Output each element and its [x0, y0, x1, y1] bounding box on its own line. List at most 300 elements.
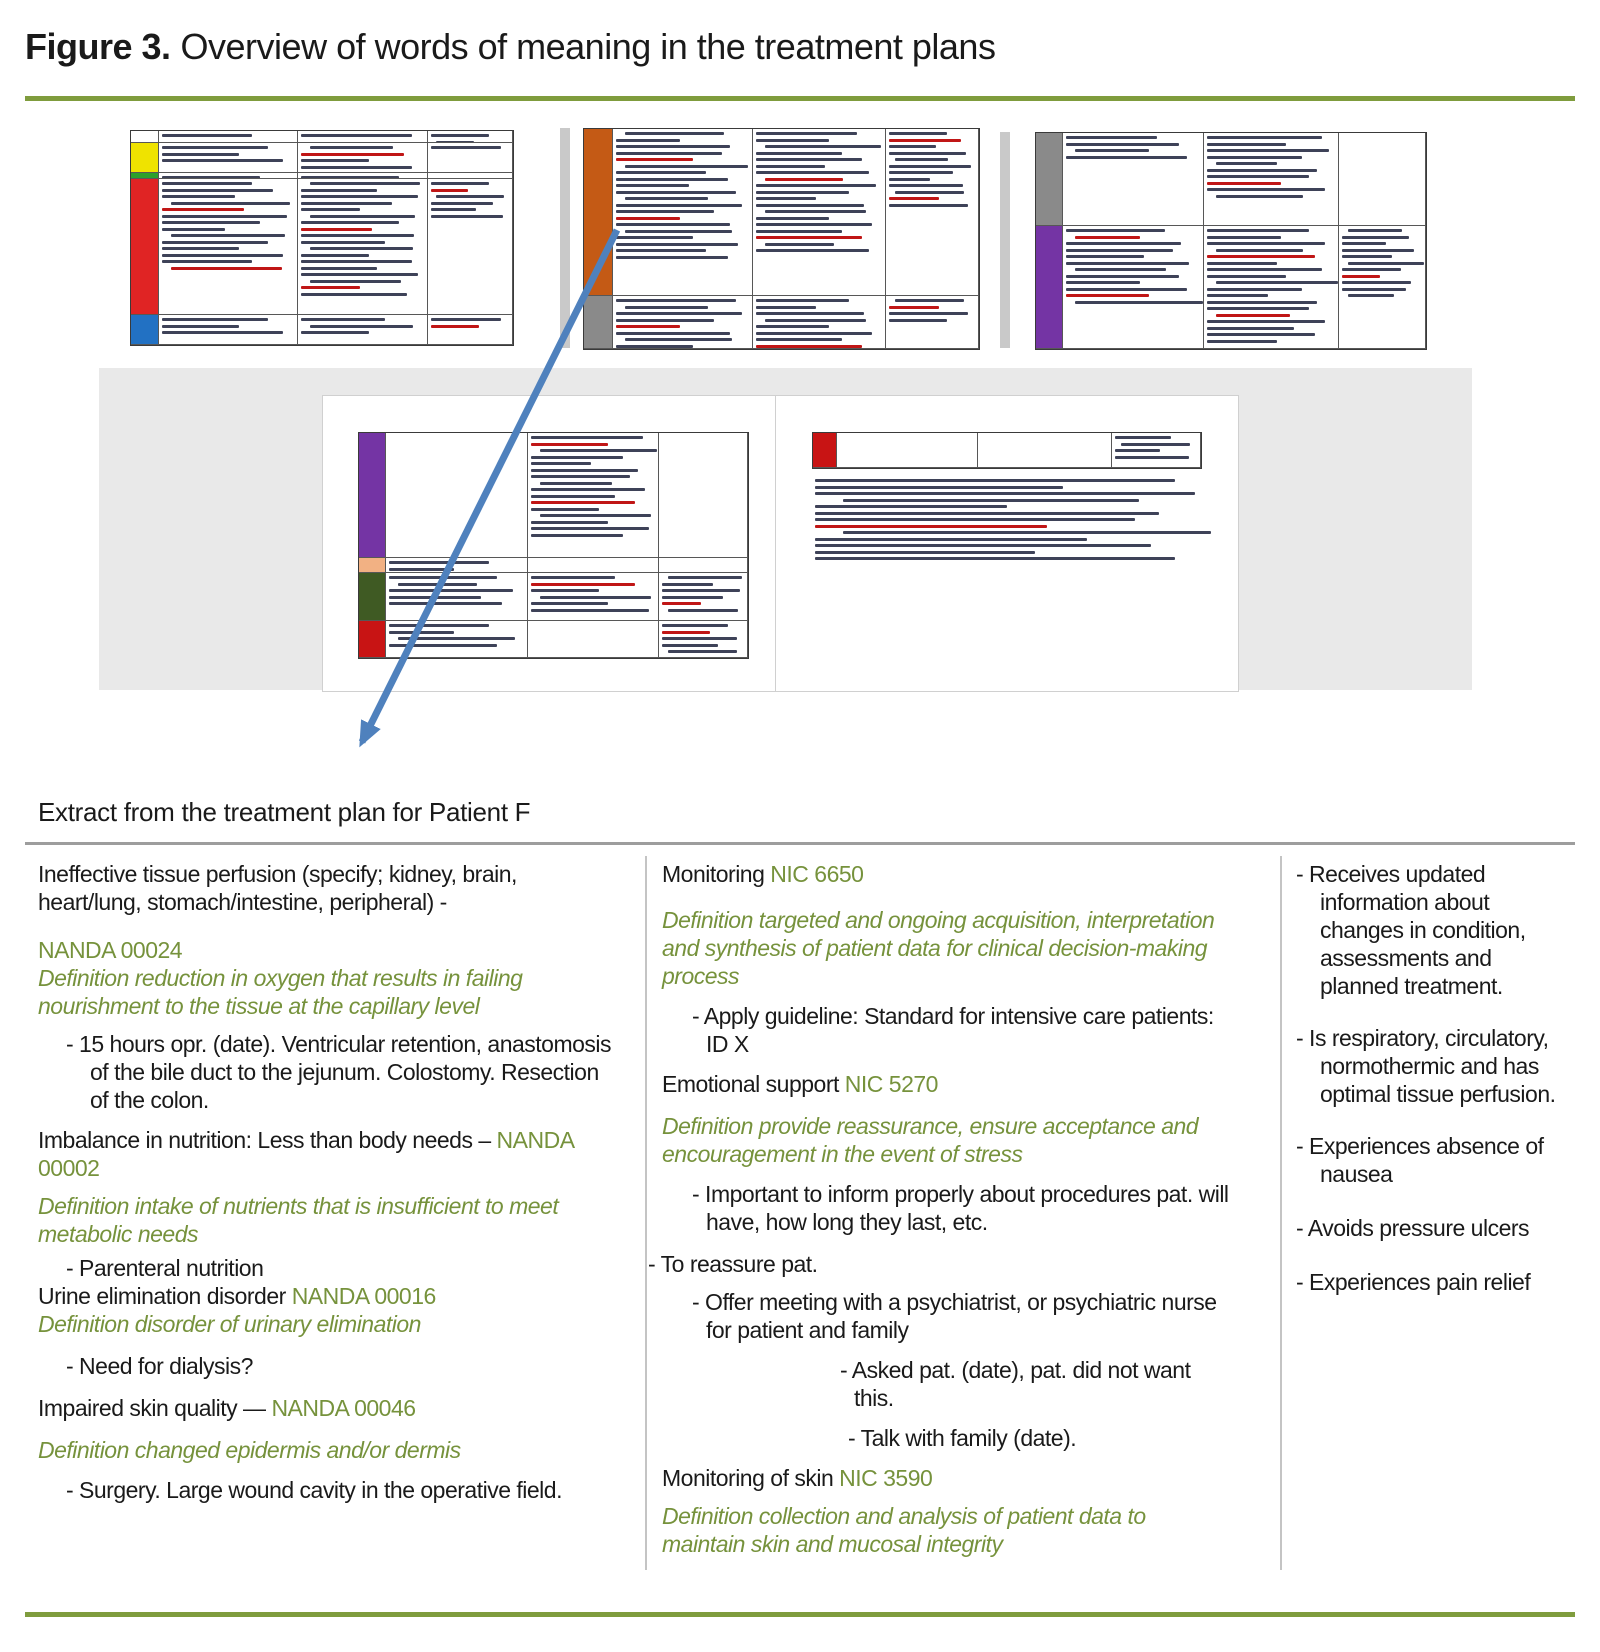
- figure-label: Figure 3.: [25, 26, 171, 67]
- text-line: [301, 267, 377, 270]
- thumbnail-cell: [386, 621, 528, 658]
- text-line: [756, 325, 829, 328]
- text-line: [162, 228, 225, 231]
- text-line: [540, 449, 658, 452]
- diagnosis-label: Impaired skin quality —: [38, 1395, 272, 1421]
- text-line: [815, 505, 1007, 508]
- column-divider: [645, 856, 647, 1570]
- thumbnail-cell: [428, 179, 513, 315]
- column-interventions: [648, 860, 1234, 1558]
- text-line: [398, 583, 476, 586]
- text-line: [171, 202, 290, 205]
- note-text: - Surgery. Large wound cavity in the operative field.: [66, 1477, 562, 1503]
- column-divider: [1280, 856, 1282, 1570]
- text-line: [616, 256, 728, 259]
- thumbnail-cell: [159, 143, 298, 173]
- text-line: [1348, 229, 1402, 232]
- text-line: [843, 531, 1211, 534]
- text-line: [616, 299, 736, 302]
- definition-text: Definition disorder of urinary elimination: [38, 1311, 421, 1337]
- text-line: [301, 228, 372, 231]
- text-line: [625, 197, 707, 200]
- text-line: [162, 215, 287, 218]
- definition-text: Definition provide reassurance, ensure acceptance and encouragement in the event of stress: [662, 1113, 1199, 1167]
- text-line: [815, 518, 1135, 521]
- text-line: [616, 204, 742, 207]
- thumbnail-cell: [1204, 226, 1339, 349]
- text-line: [540, 514, 652, 517]
- diagnosis-text: [38, 1394, 616, 1422]
- note-text: - Need for dialysis?: [66, 1353, 253, 1379]
- text-line: [1216, 314, 1290, 317]
- note-text: - To reassure pat.: [648, 1251, 818, 1277]
- thumbnail-cell: [886, 129, 979, 296]
- text-line: [1207, 320, 1325, 323]
- text-line: [431, 182, 489, 185]
- text-line: [815, 525, 1047, 528]
- text-line: [1216, 162, 1277, 165]
- diagnosis-label: Imbalance in nutrition: Less than body needs –: [38, 1127, 497, 1153]
- text-line: [756, 299, 849, 302]
- thumbnail-cell: [613, 296, 753, 349]
- text-line: [1066, 229, 1165, 232]
- thumbnail-cell: [1063, 133, 1204, 226]
- text-line: [756, 204, 864, 207]
- text-line: [1348, 294, 1394, 297]
- text-line: [1066, 262, 1189, 265]
- text-line: [162, 146, 268, 149]
- text-line: [1342, 288, 1406, 291]
- text-line: [162, 221, 260, 224]
- text-line: [531, 508, 599, 511]
- thumbnail-cell: [131, 131, 159, 143]
- goal-text: - Experiences pain relief: [1296, 1269, 1531, 1295]
- text-line: [531, 488, 645, 491]
- thumbnail-cell: [753, 129, 886, 296]
- text-line: [815, 486, 1063, 489]
- text-line: [765, 178, 843, 181]
- text-line: [889, 197, 939, 200]
- text-line: [531, 534, 623, 537]
- severity-marker: [1036, 226, 1063, 349]
- text-line: [756, 338, 842, 341]
- text-line: [1342, 242, 1386, 245]
- note-text: - Offer meeting with a psychiatrist, or psychiatric nurse for patient and family: [692, 1289, 1217, 1343]
- figure-title-text: Overview of words of meaning in the treatment plans: [180, 26, 996, 67]
- text-line: [1207, 182, 1281, 185]
- severity-marker: [584, 296, 613, 349]
- goal-text: - Experiences absence of nausea: [1296, 1133, 1544, 1187]
- text-line: [616, 178, 728, 181]
- thumbnail-cell: [1339, 226, 1426, 349]
- text-line: [389, 602, 502, 605]
- text-line: [431, 208, 476, 211]
- text-line: [1207, 294, 1268, 297]
- definition-text: Definition collection and analysis of patient data to maintain skin and mucosal integrity: [662, 1503, 1146, 1557]
- text-line: [815, 557, 1175, 560]
- text-line: [1121, 443, 1190, 446]
- text-line: [616, 332, 730, 335]
- text-line: [815, 512, 1159, 515]
- text-line: [616, 223, 730, 226]
- nic-code: NIC 5270: [844, 1071, 938, 1097]
- text-line: [531, 495, 615, 498]
- text-line: [625, 165, 747, 168]
- text-line: [301, 202, 392, 205]
- goal-text: - Receives updated information about changes in condition, assessments and planned treatment.: [1296, 861, 1526, 999]
- text-line: [162, 247, 239, 250]
- text-line: [668, 650, 737, 653]
- text-line: [756, 332, 872, 335]
- text-line: [310, 247, 413, 250]
- text-line: [662, 596, 723, 599]
- text-line: [531, 501, 635, 504]
- text-line: [310, 280, 401, 283]
- text-line: [616, 145, 730, 148]
- text-line: [895, 191, 964, 194]
- text-line: [1075, 149, 1149, 152]
- thumbnail-cell: [528, 433, 659, 558]
- text-line: [162, 325, 239, 328]
- text-line: [1207, 307, 1309, 310]
- text-line: [540, 482, 612, 485]
- text-line: [1075, 236, 1139, 239]
- note-text: - Parenteral nutrition: [66, 1255, 264, 1281]
- treatment-plan-thumbnail-2: [583, 128, 980, 350]
- note-text: - Apply guideline: Standard for intensive care patients: ID X: [692, 1003, 1214, 1057]
- severity-marker: [359, 558, 386, 573]
- text-line: [662, 631, 710, 634]
- text-line: [1066, 136, 1157, 139]
- note-text: - Important to inform properly about procedures pat. will have, how long they last, etc.: [692, 1181, 1229, 1235]
- text-line: [1207, 333, 1315, 336]
- text-line: [389, 589, 513, 592]
- diagnosis-text: [38, 1126, 616, 1182]
- text-line: [310, 146, 394, 149]
- text-line: [1207, 169, 1317, 172]
- text-line: [895, 299, 964, 302]
- thumbnail-cell: [659, 621, 748, 658]
- text-line: [756, 171, 869, 174]
- text-line: [389, 576, 497, 579]
- text-line: [765, 210, 866, 213]
- thumbnail-cell: [528, 558, 659, 573]
- text-line: [1342, 275, 1380, 278]
- thumbnail-cell: [428, 131, 513, 143]
- intervention-title: [662, 860, 1234, 888]
- bottom-divider: [25, 1612, 1575, 1617]
- nanda-code: NANDA 00046: [271, 1395, 416, 1421]
- text-line: [625, 230, 731, 233]
- thumbnail-cell: [428, 143, 513, 173]
- severity-marker: [131, 315, 159, 345]
- text-line: [756, 345, 862, 348]
- text-line: [889, 171, 953, 174]
- thumbnail-cell: [753, 296, 886, 349]
- treatment-plan-thumbnail-3: [1035, 132, 1427, 350]
- text-line: [310, 182, 421, 185]
- text-line: [625, 338, 731, 341]
- text-line: [756, 158, 862, 161]
- thumbnail-cell: [159, 131, 298, 143]
- text-line: [1207, 136, 1322, 139]
- note-text: - Asked pat. (date), pat. did not want this.: [840, 1357, 1191, 1411]
- text-line: [531, 609, 649, 612]
- thumbnail-cell: [613, 129, 753, 296]
- text-line: [301, 293, 407, 296]
- text-line: [1342, 281, 1411, 284]
- text-line: [1207, 188, 1325, 191]
- text-line: [815, 479, 1175, 482]
- text-line: [162, 318, 268, 321]
- text-line: [616, 243, 738, 246]
- definition-text: Definition targeted and ongoing acquisition, interpretation and synthesis of patient data for clinical decision-making process: [662, 907, 1215, 989]
- text-line: [301, 260, 412, 263]
- text-line: [162, 189, 273, 192]
- nanda-code: NANDA 00024: [38, 937, 183, 963]
- thumbnail-cell: [1063, 226, 1204, 349]
- text-line: [662, 583, 713, 586]
- text-line: [765, 319, 866, 322]
- text-line: [662, 602, 701, 605]
- intervention-label: Monitoring: [662, 861, 771, 887]
- text-line: [616, 236, 693, 239]
- text-line: [889, 312, 968, 315]
- text-line: [301, 208, 360, 211]
- text-line: [1207, 301, 1317, 304]
- definition-text: Definition changed epidermis and/or dermis: [38, 1437, 461, 1463]
- text-line: [889, 139, 961, 142]
- text-line: [756, 184, 876, 187]
- text-line: [162, 241, 268, 244]
- text-line: [431, 189, 468, 192]
- text-line: [616, 158, 693, 161]
- text-line: [1207, 288, 1302, 291]
- text-line: [436, 195, 503, 198]
- page-edge-strip: [560, 128, 570, 348]
- thumbnail-cell: [159, 179, 298, 315]
- thumbnail-cell: [386, 433, 528, 558]
- severity-marker: [1036, 133, 1063, 226]
- text-line: [756, 312, 864, 315]
- text-line: [301, 195, 418, 198]
- text-line: [1066, 255, 1144, 258]
- thumbnail-cell: [659, 558, 748, 573]
- text-line: [668, 609, 739, 612]
- text-line: [301, 286, 360, 289]
- nic-code: NIC 3590: [839, 1465, 933, 1491]
- text-line: [389, 644, 497, 647]
- text-line: [162, 195, 235, 198]
- text-line: [1216, 249, 1303, 252]
- text-line: [1207, 262, 1277, 265]
- text-line: [1207, 143, 1286, 146]
- text-line: [1066, 275, 1179, 278]
- text-line: [162, 208, 244, 211]
- text-line: [310, 215, 416, 218]
- extract-heading: Extract from the treatment plan for Patient F: [38, 797, 531, 827]
- thumbnail-cell: [1112, 433, 1201, 468]
- text-line: [1216, 281, 1338, 284]
- severity-marker: [131, 143, 159, 173]
- text-line: [662, 644, 718, 647]
- text-line: [531, 436, 643, 439]
- text-line: [531, 443, 608, 446]
- thumbnail-cell: [298, 131, 428, 143]
- text-line: [540, 596, 652, 599]
- text-line: [531, 456, 623, 459]
- text-line: [301, 331, 369, 334]
- thumbnail-cell: [386, 558, 528, 573]
- text-line: [1207, 275, 1286, 278]
- text-line: [616, 152, 722, 155]
- thumbnail-cell: [978, 433, 1112, 468]
- text-line: [389, 596, 481, 599]
- text-line: [162, 159, 283, 162]
- text-line: [756, 306, 816, 309]
- text-line: [1207, 236, 1281, 239]
- text-line: [889, 184, 963, 187]
- text-line: [531, 576, 615, 579]
- text-line: [389, 561, 489, 564]
- text-line: [889, 204, 968, 207]
- text-line: [889, 132, 947, 135]
- text-line: [662, 589, 740, 592]
- text-line: [1066, 156, 1187, 159]
- text-line: [815, 551, 1035, 554]
- text-line: [301, 153, 404, 156]
- text-line: [301, 273, 418, 276]
- diagnosis-text: [38, 1282, 616, 1310]
- text-line: [1207, 229, 1309, 232]
- severity-marker: [131, 179, 159, 315]
- text-line: [756, 217, 829, 220]
- text-line: [431, 146, 501, 149]
- intervention-title: [662, 1464, 1234, 1492]
- treatment-plan-thumbnail-4: [358, 432, 749, 659]
- text-line: [1115, 456, 1189, 459]
- text-line: [668, 576, 742, 579]
- severity-marker: [813, 433, 837, 468]
- top-divider: [25, 96, 1575, 101]
- text-line: [1342, 249, 1414, 252]
- text-line: [389, 624, 489, 627]
- thumbnail-cell: [298, 179, 428, 315]
- thumbnail-cell: [386, 573, 528, 621]
- intervention-label: Monitoring of skin: [662, 1465, 840, 1491]
- text-line: [756, 223, 872, 226]
- text-line: [162, 134, 252, 137]
- text-line: [616, 171, 706, 174]
- text-line: [531, 527, 649, 530]
- treatment-plan-thumbnail-5: [812, 432, 1202, 469]
- text-line: [616, 210, 714, 213]
- text-line: [889, 306, 939, 309]
- text-line: [616, 217, 680, 220]
- thumbnail-cell: [659, 433, 748, 558]
- text-line: [531, 475, 630, 478]
- text-line: [301, 254, 369, 257]
- text-line: [843, 499, 1139, 502]
- text-line: [1066, 242, 1181, 245]
- text-line: [756, 197, 816, 200]
- text-line: [1207, 340, 1277, 343]
- text-line: [431, 318, 501, 321]
- text-line: [1075, 301, 1202, 304]
- text-line: [616, 191, 736, 194]
- thumbnail-cell: [659, 573, 748, 621]
- text-line: [1207, 255, 1315, 258]
- text-line: [531, 469, 638, 472]
- severity-marker: [359, 621, 386, 658]
- text-line: [889, 178, 930, 181]
- text-line: [1207, 149, 1329, 152]
- thumbnail-cell: [298, 315, 428, 345]
- text-line: [389, 568, 454, 571]
- text-line: [889, 145, 936, 148]
- text-line: [431, 202, 493, 205]
- thumbnail-cell: [428, 315, 513, 345]
- text-line: [162, 182, 252, 185]
- text-line: [1207, 327, 1294, 330]
- text-line: [1115, 436, 1171, 439]
- thumbnail-cell: [837, 433, 978, 468]
- text-line: [1342, 268, 1401, 271]
- intervention-label: Emotional support: [662, 1071, 845, 1097]
- text-line: [616, 319, 714, 322]
- text-line: [1342, 236, 1409, 239]
- text-line: [301, 189, 377, 192]
- text-line: [171, 267, 282, 270]
- text-line: [301, 241, 385, 244]
- text-line: [531, 462, 591, 465]
- text-line: [531, 521, 608, 524]
- text-line: [895, 158, 948, 161]
- goal-text: - Is respiratory, circulatory, normothermic and has optimal tissue perfusion.: [1296, 1025, 1556, 1107]
- text-line: [756, 165, 825, 168]
- text-line: [756, 230, 842, 233]
- text-line: [431, 215, 503, 218]
- text-line: [815, 492, 1195, 495]
- page-edge-strip: [1000, 132, 1010, 348]
- text-line: [889, 165, 971, 168]
- text-line: [662, 637, 737, 640]
- nic-code: NIC 6650: [770, 861, 864, 887]
- thumbnail-cell: [1339, 133, 1426, 226]
- text-line: [1066, 143, 1179, 146]
- text-line: [616, 184, 689, 187]
- text-line: [301, 134, 412, 137]
- text-line: [162, 260, 252, 263]
- text-line: [756, 236, 862, 239]
- text-line: [301, 221, 399, 224]
- text-line: [398, 637, 514, 640]
- definition-text: Definition intake of nutrients that is insufficient to meet metabolic needs: [38, 1193, 559, 1247]
- text-line: [756, 132, 857, 135]
- extract-divider: [25, 842, 1575, 845]
- thumbnail-free-text: [815, 478, 1215, 560]
- text-line: [616, 249, 706, 252]
- text-line: [756, 152, 842, 155]
- thumbnail-cell: [528, 573, 659, 621]
- note-text: - Talk with family (date).: [848, 1425, 1077, 1451]
- text-line: [162, 153, 239, 156]
- nanda-code: NANDA 00016: [291, 1283, 436, 1309]
- text-line: [1207, 268, 1322, 271]
- text-line: [389, 631, 454, 634]
- note-text: - 15 hours opr. (date). Ventricular retention, anastomosis of the bile duct to the jejunum. Colostomy. Resection of the colon.: [66, 1031, 612, 1113]
- text-line: [889, 152, 966, 155]
